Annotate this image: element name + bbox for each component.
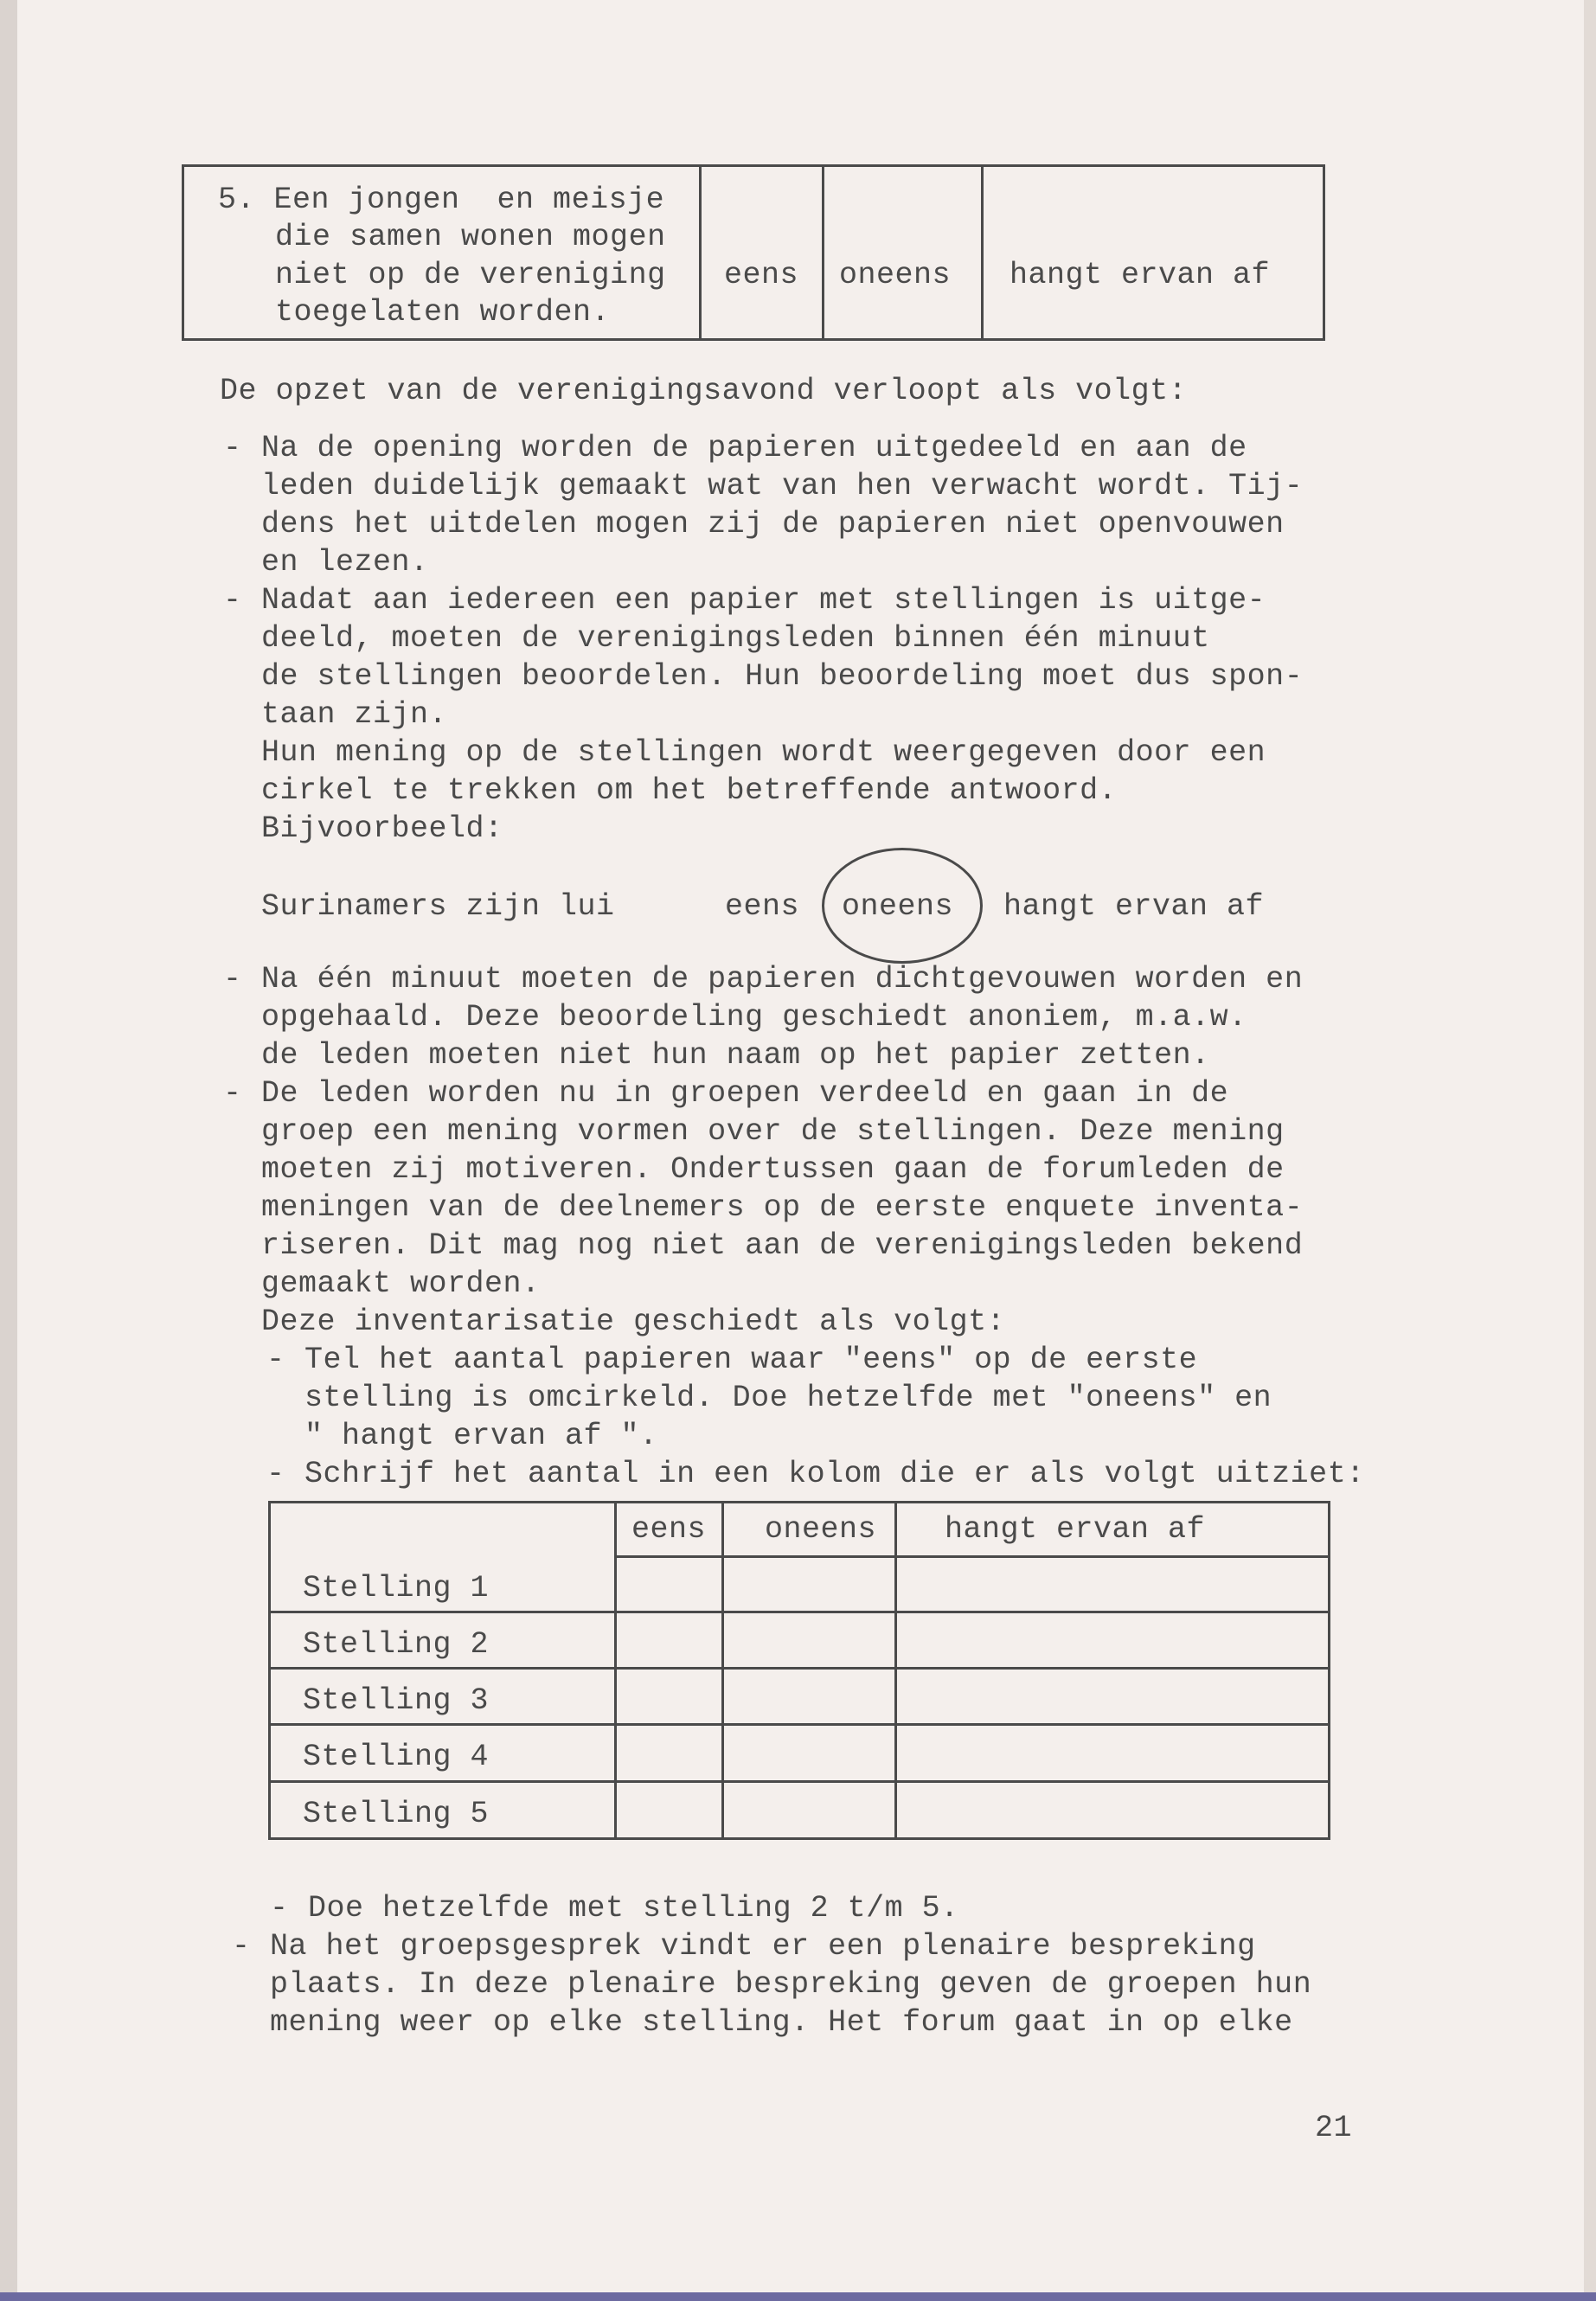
bullet4-line: moeten zij motiveren. Ondertussen gaan de forumleden de — [261, 1152, 1285, 1187]
count-table-border — [268, 1501, 1330, 1840]
bullet2-line: cirkel te trekken om het betreffende antwoord. — [261, 773, 1118, 808]
row-label-stelling-1: Stelling 1 — [303, 1571, 490, 1606]
sub1-line: Tel het aantal papieren waar "eens" op de eerste — [304, 1343, 1198, 1377]
statement-line: 5. Een jongen en meisje — [218, 183, 665, 217]
option-hangt-ervan-af: hangt ervan af — [1010, 258, 1271, 292]
bullet4-line: meningen van de deelnemers op de eerste enquete inventa- — [261, 1190, 1304, 1225]
bullet2-line: Hun mening op de stellingen wordt weergegeven door een — [261, 735, 1266, 770]
page-edge-right — [1584, 0, 1596, 2301]
sub2-line: Schrijf het aantal in een kolom die er als volgt uitziet: — [304, 1457, 1365, 1491]
statement-line: niet op de vereniging — [275, 258, 666, 292]
statement-line: toegelaten worden. — [275, 295, 611, 330]
bullet-dash: - — [223, 962, 242, 997]
bullet1-line: dens het uitdelen mogen zij de papieren niet openvouwen — [261, 507, 1285, 542]
bullet1-line: en lezen. — [261, 545, 429, 580]
sub1-line: stelling is omcirkeld. Doe hetzelfde met "oneens" en — [304, 1381, 1272, 1415]
statement-line: die samen wonen mogen — [275, 220, 666, 254]
bullet4-line: gemaakt worden. — [261, 1266, 541, 1301]
bullet-dash: - — [223, 583, 242, 618]
row-label-stelling-3: Stelling 3 — [303, 1683, 490, 1718]
bullet1-line: Na de opening worden de papieren uitgedeeld en aan de — [261, 431, 1247, 465]
sub1-line: " hangt ervan af ". — [304, 1419, 658, 1453]
bullet2-line: deeld, moeten de verenigingsleden binnen één minuut — [261, 621, 1210, 656]
count-table-row-line — [268, 1780, 1330, 1783]
page-edge-bottom — [0, 2292, 1596, 2301]
row-label-stelling-5: Stelling 5 — [303, 1797, 490, 1831]
count-table-header-line — [614, 1555, 1330, 1558]
sub3-line: Doe hetzelfde met stelling 2 t/m 5. — [308, 1891, 959, 1926]
option-oneens: oneens — [839, 258, 952, 292]
bullet5-line: mening weer op elke stelling. Het forum gaat in op elke — [270, 2005, 1293, 2040]
header-hangt-ervan-af: hangt ervan af — [945, 1512, 1206, 1547]
bullet5-line: plaats. In deze plenaire bespreking geven de groepen hun — [270, 1967, 1312, 2002]
intro-paragraph: De opzet van de verenigingsavond verloopt als volgt: — [220, 374, 1188, 408]
bullet2-line: Bijvoorbeeld: — [261, 811, 503, 846]
example-eens: eens — [725, 889, 800, 924]
option-eens: eens — [724, 258, 799, 292]
bullet4-line: De leden worden nu in groepen verdeeld en gaan in de — [261, 1076, 1229, 1111]
count-table-row-line — [268, 1723, 1330, 1726]
example-statement: Surinamers zijn lui — [261, 889, 615, 924]
statement-table-divider — [822, 164, 824, 341]
bullet3-line: de leden moeten niet hun naam op het papier zetten. — [261, 1038, 1210, 1073]
bullet2-line: de stellingen beoordelen. Hun beoordeling moet dus spon- — [261, 659, 1304, 694]
bullet-dash: - — [223, 431, 242, 465]
sub-bullet-dash: - — [270, 1891, 289, 1926]
page-edge-left — [0, 0, 17, 2301]
statement-table-divider — [699, 164, 702, 341]
bullet5-line: Na het groepsgesprek vindt er een plenaire bespreking — [270, 1929, 1256, 1964]
count-table-divider — [894, 1501, 897, 1840]
example-hangt: hangt ervan af — [1003, 889, 1265, 924]
bullet-dash: - — [232, 1929, 251, 1964]
bullet3-line: opgehaald. Deze beoordeling geschiedt anoniem, m.a.w. — [261, 1000, 1247, 1035]
bullet-dash: - — [223, 1076, 242, 1111]
row-label-stelling-4: Stelling 4 — [303, 1740, 490, 1774]
bullet3-line: Na één minuut moeten de papieren dichtgevouwen worden en — [261, 962, 1304, 997]
count-table-divider — [614, 1501, 617, 1840]
row-label-stelling-2: Stelling 2 — [303, 1627, 490, 1662]
header-eens: eens — [631, 1512, 707, 1547]
bullet2-line: Nadat aan iedereen een papier met stellingen is uitge- — [261, 583, 1266, 618]
bullet1-line: leden duidelijk gemaakt wat van hen verwacht wordt. Tij- — [261, 469, 1304, 503]
example-oneens: oneens — [842, 889, 954, 924]
header-oneens: oneens — [765, 1512, 877, 1547]
count-table-divider — [721, 1501, 724, 1840]
page-number: 21 — [1315, 2111, 1353, 2145]
bullet2-line: taan zijn. — [261, 697, 448, 732]
bullet4-line: Deze inventarisatie geschiedt als volgt: — [261, 1304, 1006, 1339]
statement-table-divider — [981, 164, 984, 341]
sub-bullet-dash: - — [266, 1457, 285, 1491]
sub-bullet-dash: - — [266, 1343, 285, 1377]
count-table-row-line — [268, 1667, 1330, 1670]
bullet4-line: groep een mening vormen over de stellingen. Deze mening — [261, 1114, 1285, 1149]
count-table-row-line — [268, 1611, 1330, 1613]
bullet4-line: riseren. Dit mag nog niet aan de verenigingsleden bekend — [261, 1228, 1304, 1263]
